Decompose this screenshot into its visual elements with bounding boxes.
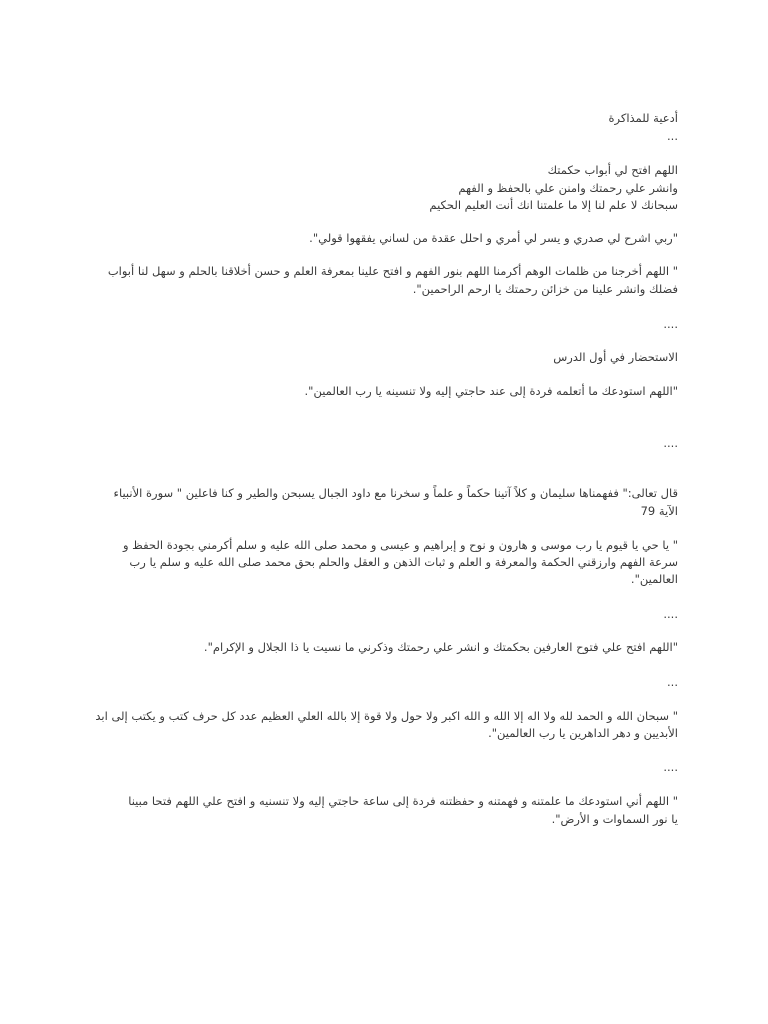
dua-paragraph: "اللهم افتح علي فتوح العارفين بحكمتك و انشر علي رحمتك وذكرني ما نسيت يا ذا الجلال و الإكرام". bbox=[203, 640, 678, 654]
section-heading: الاستحضار في أول الدرس bbox=[553, 350, 678, 364]
dua-line: الأبديين و دهر الداهرين يا رب العالمين". bbox=[488, 726, 678, 740]
dua-line: وانشر علي رحمتك وامنن علي بالحفظ و الفهم bbox=[458, 181, 678, 195]
dua-line: يا نور السماوات و الأرض". bbox=[551, 812, 678, 826]
separator: .... bbox=[663, 607, 678, 621]
verse-line: الآية 79 bbox=[640, 504, 678, 518]
verse-line: قال تعالى:" ففهمناها سليمان و كلاً آتينا حكماً و علماً و سخرنا مع داود الجبال يسبحن والطير و كنا فاعلين " سورة الأنبياء bbox=[113, 486, 678, 500]
dua-line: سرعة الفهم وارزقني الحكمة والمعرفة و العلم و ثبات الذهن و العقل والحلم بحق محمد صلى الله عليه و سلم يا رب bbox=[129, 555, 678, 569]
dua-line: العالمين". bbox=[630, 572, 678, 586]
separator: .... bbox=[663, 760, 678, 774]
dua-line: " يا حي يا قيوم يا رب موسى و هارون و نوح و إبراهيم و عيسى و محمد صلى الله عليه و سلم أكرمني بجودة الحفظ و bbox=[122, 538, 678, 552]
separator: .... bbox=[663, 317, 678, 331]
dua-line: " سبحان الله و الحمد لله ولا اله إلا الله و الله اكبر ولا حول ولا قوة إلا بالله العلي العظيم عدد كل حرف كتب و يكتب إلى ابد bbox=[95, 709, 678, 723]
document-title: أدعية للمذاكرة bbox=[608, 111, 678, 125]
dua-paragraph: "ربي اشرح لي صدري و يسر لي أمري و احلل عقدة من لساني يفقهوا قولي". bbox=[309, 231, 678, 245]
dua-paragraph: "اللهم استودعك ما أتعلمه فردة إلى عند حاجتي إليه ولا تنسينه يا رب العالمين". bbox=[304, 384, 678, 398]
dua-line: اللهم افتح لي أبواب حكمتك bbox=[547, 163, 678, 177]
document-page bbox=[90, 0, 678, 1024]
dua-line: " اللهم أني استودعك ما علمتنه و فهمتنه و حفظتنه فردة إلى ساعة حاجتي إليه ولا تنسنيه و افتح علي اللهم فتحا مبينا bbox=[128, 794, 678, 808]
dua-line: سبحانك لا علم لنا إلا ما علمتنا انك أنت العليم الحكيم bbox=[429, 198, 678, 212]
separator: ... bbox=[667, 129, 678, 143]
dua-line: " اللهم أخرجنا من ظلمات الوهم أكرمنا اللهم بنور الفهم و افتح علينا بمعرفة العلم و حسن أخلاقنا بالحلم و سهل لنا أبواب bbox=[107, 264, 678, 278]
separator: .... bbox=[663, 436, 678, 450]
dua-line: فضلك وانشر علينا من خزائن رحمتك يا ارحم الراحمين". bbox=[412, 282, 678, 296]
separator: ... bbox=[667, 675, 678, 689]
